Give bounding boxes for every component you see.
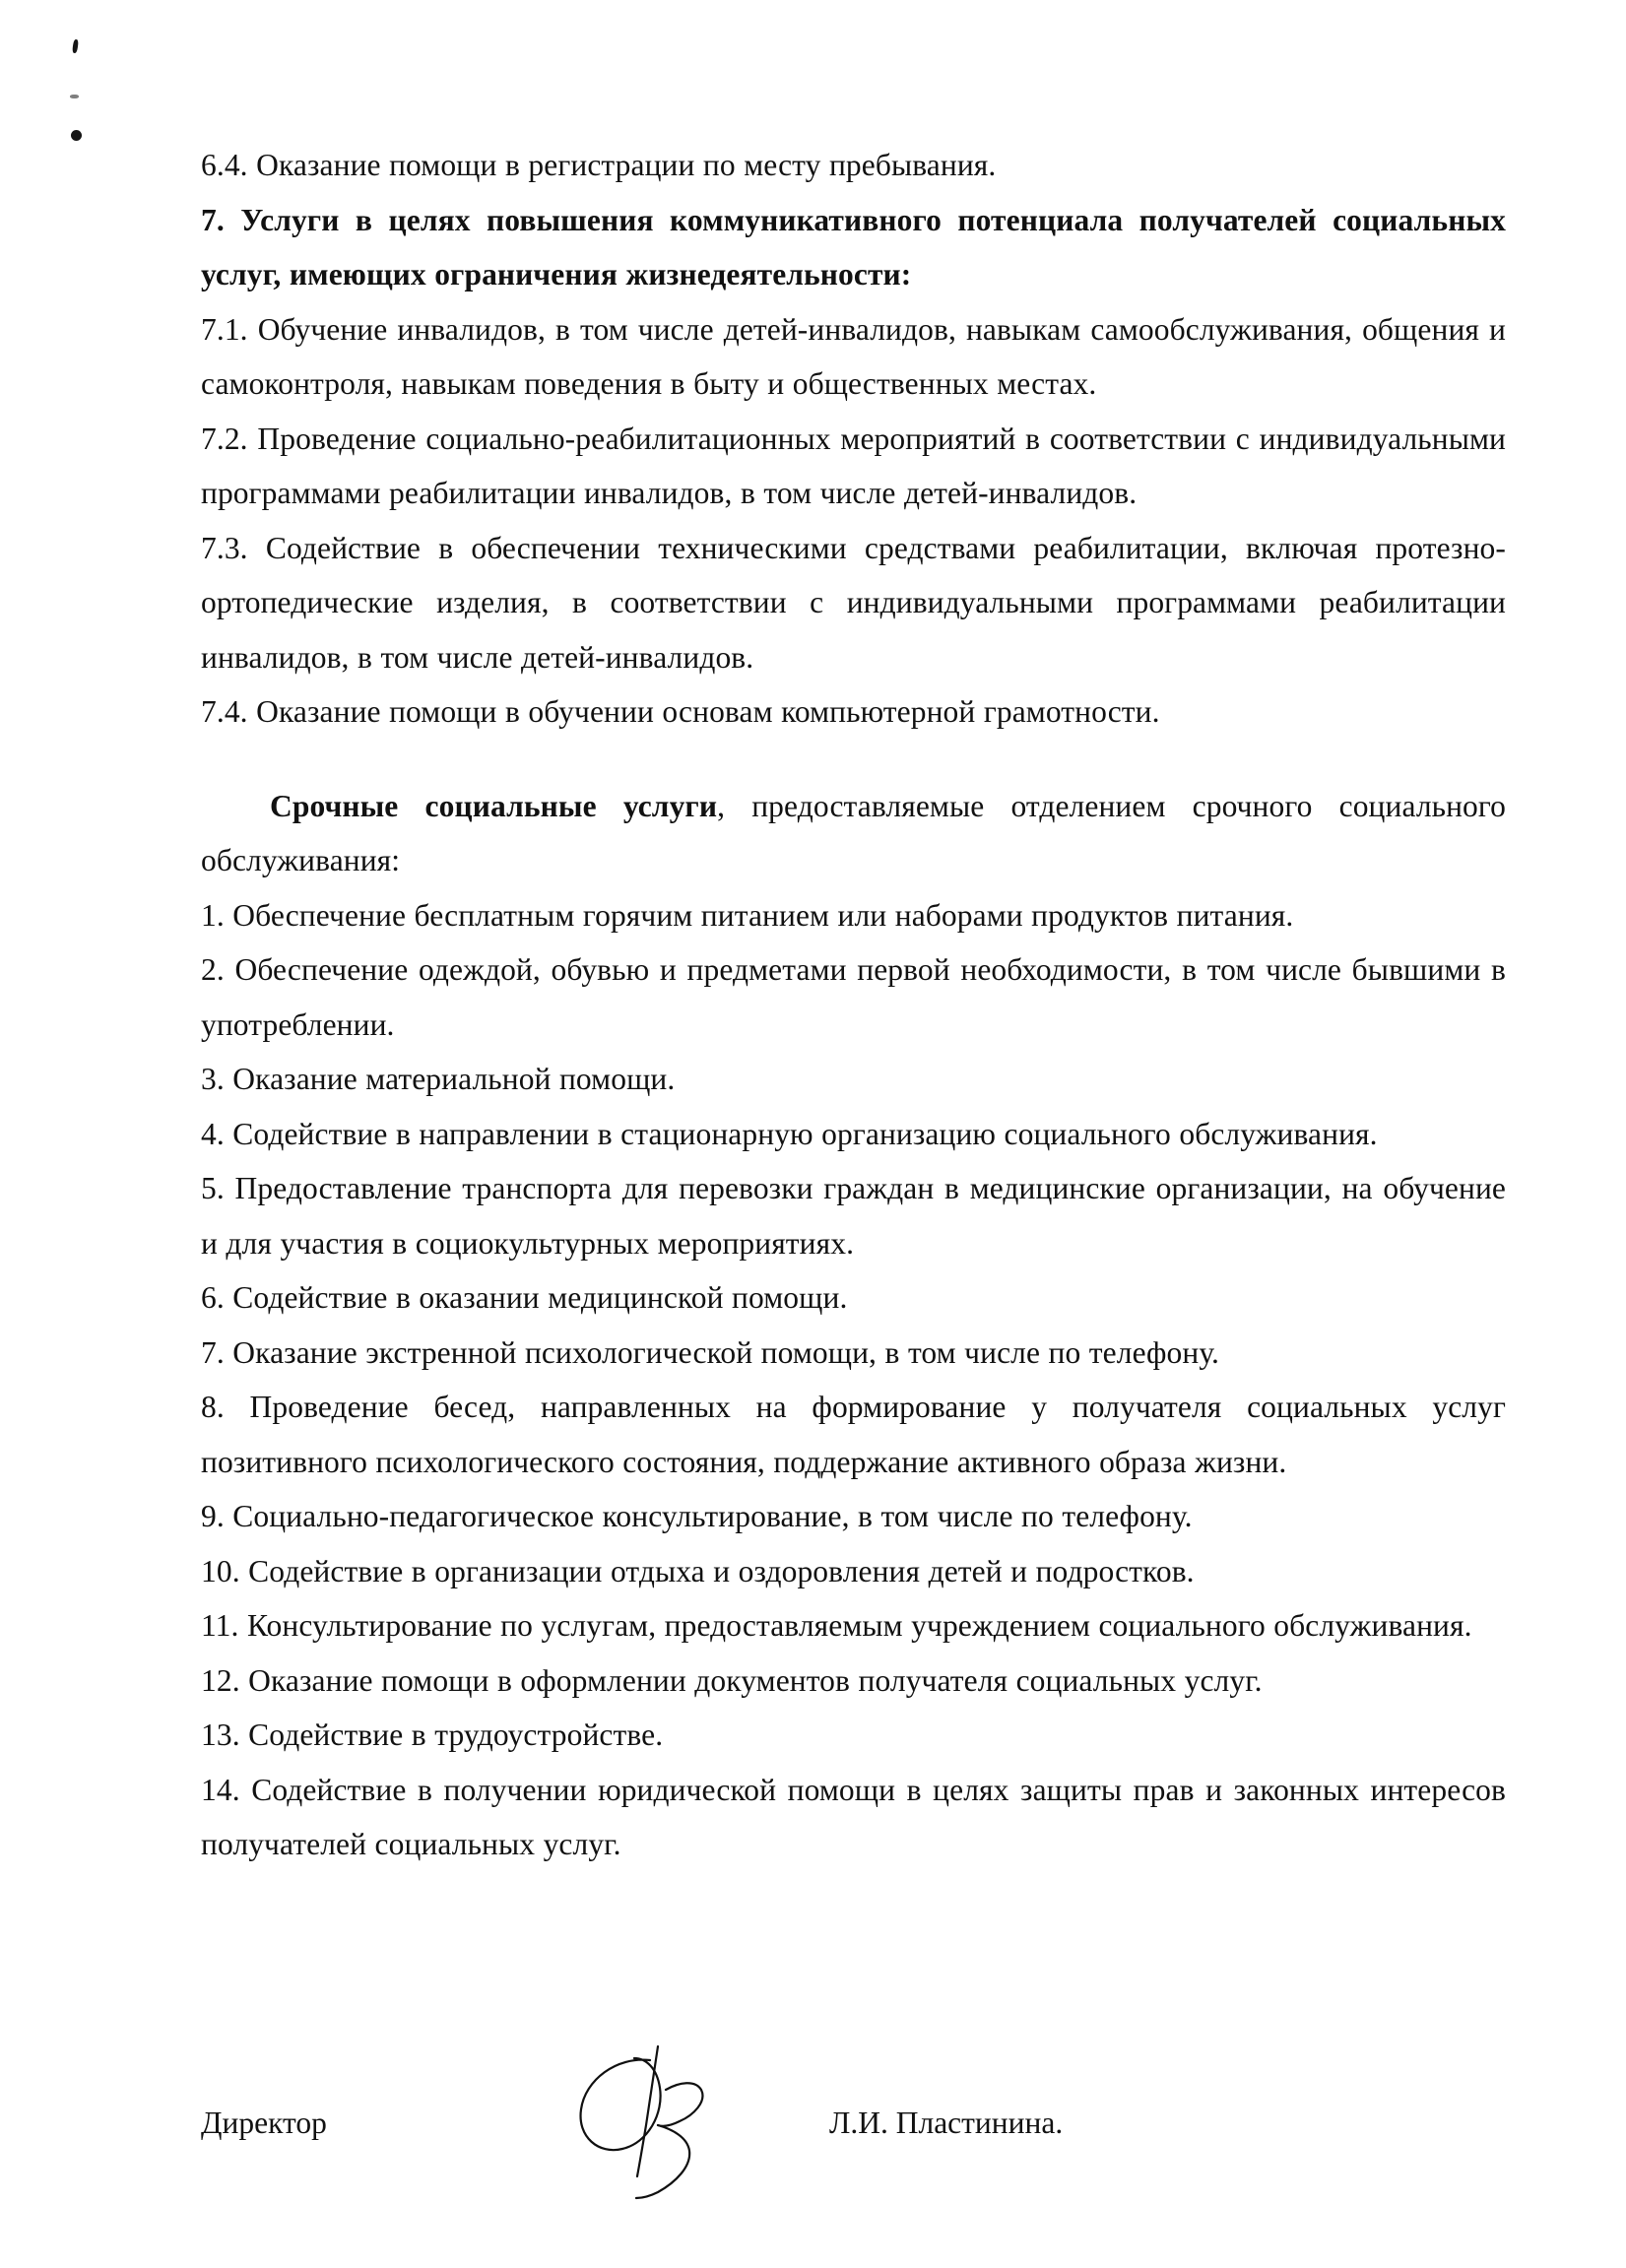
urgent-item-7: 7. Оказание экстренной психологической помощи, в том числе по телефону. xyxy=(201,1334,1220,1370)
paragraph-7-2: 7.2. Проведение социально-реабилитационных мероприятий в соответствии с индивидуальными программами реабилитации инвалидов, в том числе детей-инвалидов. xyxy=(201,421,1506,510)
urgent-item-12: 12. Оказание помощи в оформлении документов получателя социальных услуг. xyxy=(201,1662,1263,1698)
urgent-item-14: 14. Содействие в получении юридической помощи в целях защиты прав и законных интересов получателей социальных услуг. xyxy=(201,1772,1506,1861)
urgent-item-2: 2. Обеспечение одеждой, обувью и предметами первой необходимости, в том числе бывшими в употреблении. xyxy=(201,952,1506,1042)
paragraph-7-4: 7.4. Оказание помощи в обучении основам компьютерной грамотности. xyxy=(201,694,1160,729)
scan-artifact-marks xyxy=(65,39,104,118)
document-body xyxy=(201,138,1506,1872)
urgent-item-13: 13. Содействие в трудоустройстве. xyxy=(201,1717,664,1752)
scan-speck-icon xyxy=(72,39,79,54)
scan-speck-icon xyxy=(71,130,82,141)
urgent-services-heading-bold: Срочные социальные услуги xyxy=(270,788,718,823)
urgent-item-6: 6. Содействие в оказании медицинской помощи. xyxy=(201,1280,848,1315)
urgent-item-8: 8. Проведение бесед, направленных на формирование у получателя социальных услуг позитивного психологического состояния, поддержание активного образа жизни. xyxy=(201,1390,1506,1479)
urgent-item-5: 5. Предоставление транспорта для перевозки граждан в медицинские организации, на обучение и для участия в социокультурных мероприятиях. xyxy=(201,1171,1506,1261)
urgent-item-4: 4. Содействие в направлении в стационарную организацию социального обслуживания. xyxy=(201,1116,1378,1151)
urgent-services-heading-rest: , предоставляемые отделением срочного социального обслуживания: xyxy=(201,788,1506,877)
signature-role-label: Директор xyxy=(201,2106,327,2140)
urgent-item-1: 1. Обеспечение бесплатным горячим питанием или наборами продуктов питания. xyxy=(201,897,1294,933)
scan-speck-icon xyxy=(70,95,79,98)
urgent-item-11: 11. Консультирование по услугам, предоставляемым учреждением социального обслуживания. xyxy=(201,1608,1472,1643)
paragraph-7-1: 7.1. Обучение инвалидов, в том числе детей-инвалидов, навыкам самообслуживания, общения и самоконтроля, навыкам поведения в быту и общественных местах. xyxy=(201,311,1506,401)
urgent-item-10: 10. Содействие в организации отдыха и оздоровления детей и подростков. xyxy=(201,1553,1195,1588)
section-spacer xyxy=(201,740,1506,779)
urgent-item-3: 3. Оказание материальной помощи. xyxy=(201,1062,676,1096)
signatory-name: Л.И. Пластинина. xyxy=(829,2106,1064,2140)
handwritten-signature-icon xyxy=(555,2039,782,2216)
paragraph-6-4: 6.4. Оказание помощи в регистрации по месту пребывания. xyxy=(201,148,997,182)
paragraph-7-heading: 7. Услуги в целях повышения коммуникативного потенциала получателей социальных услуг, имеющих ограничения жизнедеятельности: xyxy=(201,202,1506,292)
urgent-item-9: 9. Социально-педагогическое консультирование, в том числе по телефону. xyxy=(201,1499,1193,1533)
paragraph-7-3: 7.3. Содействие в обеспечении техническими средствами реабилитации, включая протезно-ортопедические изделия, в соответствии с индивидуальными программами реабилитации инвалидов, в том числе детей-инвалидов. xyxy=(201,530,1506,675)
signature-block xyxy=(201,2058,1506,2196)
urgent-services-heading xyxy=(201,779,1506,888)
